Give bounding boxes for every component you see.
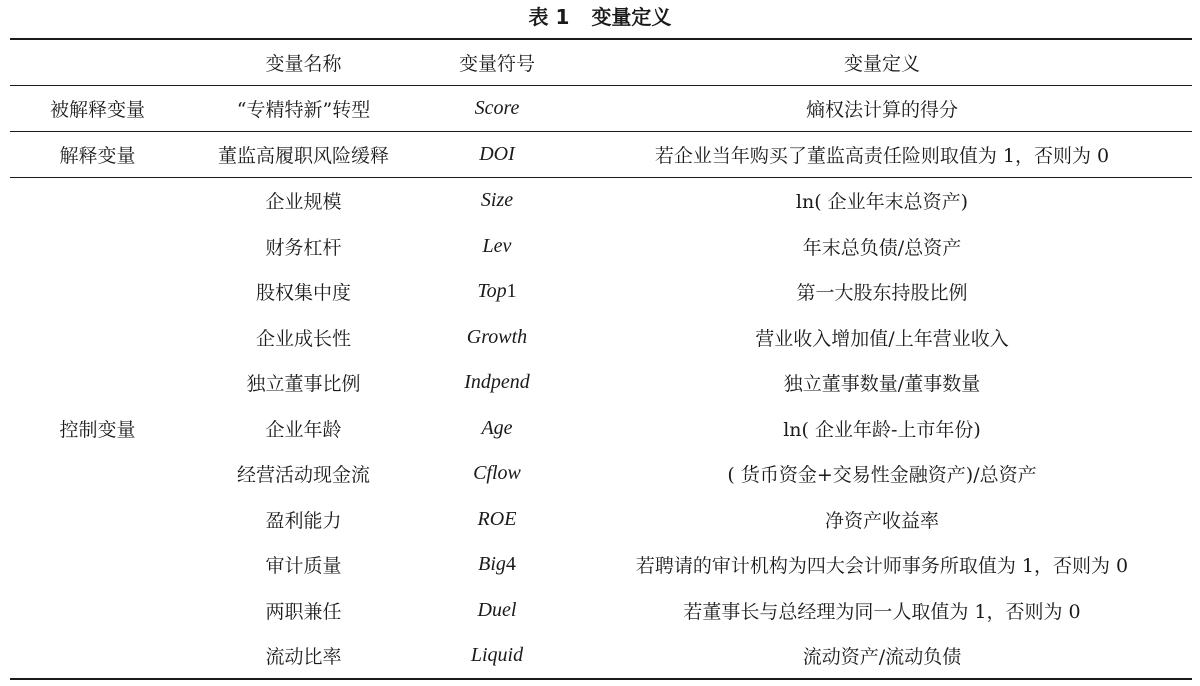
row-category: 被解释变量	[49, 99, 145, 121]
row-name: 董监高履职风险缓释	[217, 145, 389, 167]
table-row	[10, 315, 1192, 361]
row-symbol	[422, 132, 572, 177]
row-name: 两职兼任	[265, 600, 342, 623]
symbol-suffix: 1	[506, 280, 517, 303]
table-title	[0, 2, 1200, 32]
row-definition: ln( 企业年末总资产)	[795, 191, 969, 214]
row-symbol	[422, 633, 572, 678]
symbol-text: Lev	[482, 234, 512, 257]
row-name: 盈利能力	[265, 509, 342, 532]
row-symbol	[422, 588, 572, 634]
symbol-suffix: 4	[505, 553, 516, 576]
header-symbol: 变量符号	[458, 52, 535, 75]
row-category: 解释变量	[59, 145, 136, 167]
row-name: 财务杠杆	[265, 236, 342, 259]
row-definition: 年末总负债/总资产	[802, 236, 962, 259]
symbol-text: Size	[480, 189, 514, 212]
table-row	[10, 588, 1192, 634]
row-name: 企业规模	[265, 191, 342, 214]
table-row	[10, 224, 1192, 270]
table-row	[10, 497, 1192, 543]
row-definition: 熵权法计算的得分	[805, 99, 958, 121]
row-name: 独立董事比例	[246, 373, 361, 396]
row-symbol	[422, 406, 572, 452]
table-row	[10, 406, 1192, 452]
row-definition: 若企业当年购买了董监高责任险则取值为 1，否则为 0	[654, 145, 1110, 167]
symbol-text: Score	[474, 97, 520, 119]
row-name: 企业成长性	[255, 327, 351, 350]
row-symbol	[422, 86, 572, 131]
row-definition: 若聘请的审计机构为四大会计师事务所取值为 1，否则为 0	[635, 555, 1129, 578]
row-definition: 营业收入增加值/上年营业收入	[755, 327, 1009, 350]
header-row	[10, 40, 1192, 84]
symbol-text: Big	[478, 553, 506, 576]
table-row	[10, 178, 1192, 224]
row-symbol	[422, 360, 572, 406]
row-definition: 独立董事数量/董事数量	[783, 373, 981, 396]
row-definition: ( 货币资金+交易性金融资产)/总资产	[727, 464, 1037, 487]
row-name: “专精特新”转型	[236, 99, 371, 121]
symbol-text: DOI	[479, 143, 515, 165]
row-symbol	[422, 542, 572, 588]
table-title-text: 变量定义	[591, 5, 672, 29]
table-row	[10, 360, 1192, 406]
symbol-text: Age	[481, 416, 513, 439]
row-definition: 第一大股东持股比例	[796, 282, 968, 305]
table-row	[10, 633, 1192, 678]
header-category	[10, 40, 185, 84]
row-symbol	[422, 269, 572, 315]
row-definition: ln( 企业年龄-上市年份)	[783, 418, 981, 441]
row-definition: 若董事长与总经理为同一人取值为 1，否则为 0	[683, 600, 1081, 623]
table-row	[10, 542, 1192, 588]
header-name: 变量名称	[265, 52, 342, 75]
row-name: 企业年龄	[265, 418, 342, 441]
row-symbol	[422, 451, 572, 497]
row-definition: 流动资产/流动负债	[802, 646, 962, 668]
row-name: 审计质量	[265, 555, 342, 578]
symbol-text: Duel	[477, 598, 517, 621]
symbol-text: Top	[477, 280, 507, 303]
symbol-text: Liquid	[470, 644, 524, 666]
control-category: 控制变量	[59, 418, 136, 441]
row-symbol	[422, 178, 572, 224]
row-symbol	[422, 315, 572, 361]
symbol-text: Indpend	[464, 371, 530, 394]
row-name: 股权集中度	[255, 282, 351, 305]
row-name: 经营活动现金流	[236, 464, 370, 487]
row-symbol	[422, 224, 572, 270]
symbol-text: ROE	[477, 507, 517, 530]
table-row	[10, 86, 1192, 131]
table-row	[10, 451, 1192, 497]
row-symbol	[422, 497, 572, 543]
table-title-label: 表 1	[528, 5, 570, 29]
table-row	[10, 132, 1192, 177]
header-definition: 变量定义	[843, 52, 920, 75]
symbol-text: Cflow	[473, 462, 521, 485]
bottom-rule	[10, 678, 1192, 680]
symbol-text: Growth	[466, 325, 528, 348]
table-row	[10, 269, 1192, 315]
row-name: 流动比率	[265, 646, 342, 668]
row-definition: 净资产收益率	[824, 509, 939, 532]
